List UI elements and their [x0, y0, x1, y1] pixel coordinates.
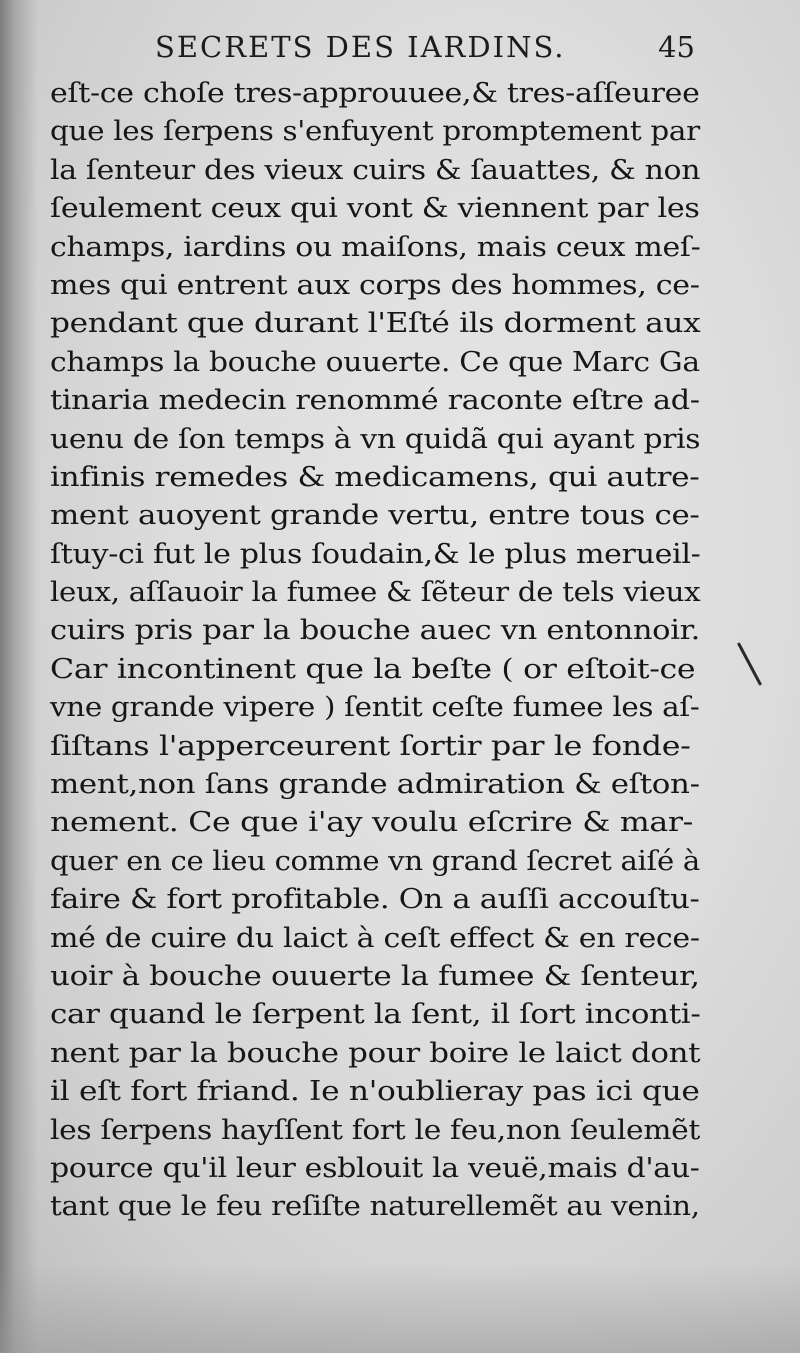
text-line: pource qu'il leur esblouit la veuë,mais d'au-: [50, 1151, 700, 1184]
text-line: quer en ce lieu comme vn grand ſecret aiſé à: [50, 844, 700, 877]
text-line: les ſerpens hayſſent fort le feu,non ſeulemẽt: [50, 1113, 700, 1146]
text-line: eſt-ce choſe tres-approuuee,& tres-aſſeuree: [50, 77, 700, 109]
body-text: [50, 74, 700, 1226]
text-line: mé de cuire du laict à ceſt effect & en rece-: [50, 921, 700, 954]
text-line: ment,non ſans grande admiration & eſton-: [50, 768, 700, 801]
running-head: SECRETS DES IARDINS.: [155, 30, 566, 64]
text-line: leux, aſſauoir la fumee & ſẽteur de tels vieux: [50, 576, 701, 609]
text-line: nement. Ce que i'ay voulu eſcrire & mar-: [50, 806, 694, 839]
text-line: champs, iardins ou maiſons, mais ceux meſ-: [50, 230, 701, 263]
page-bottom-shadow: [0, 1263, 800, 1353]
text-line: que les ſerpens s'enfuyent promptement par: [50, 115, 700, 148]
text-line: champs la bouche ouuerte. Ce que Marc Ga: [50, 345, 700, 378]
text-line: tinaria medecin renommé raconte eſtre ad-: [50, 384, 700, 417]
text-line: infinis remedes & medicamens, qui autre-: [50, 460, 700, 493]
text-line: pendant que durant l'Eſté ils dorment aux: [50, 307, 701, 340]
text-line: uoir à bouche ouuerte la fumee & ſenteur,: [50, 959, 700, 992]
text-line: ſiſtans l'apperceurent ſortir par le fonde-: [50, 729, 691, 762]
text-line: faire & fort profitable. On a auſſi accouſtu-: [50, 883, 700, 916]
text-line: ſeulement ceux qui vont & viennent par les: [50, 192, 700, 225]
page-gutter-shadow: [0, 0, 38, 1353]
text-line: vne grande vipere ) ſentit ceſte fumee les aſ-: [50, 691, 700, 724]
text-line: tant que le feu reſiſte naturellemẽt au venin,: [50, 1190, 700, 1223]
page-header: [155, 28, 695, 74]
text-line: ſtuy-ci fut le plus ſoudain,& le plus merueil-: [50, 537, 701, 570]
text-line: la ſenteur des vieux cuirs & ſauattes, & non: [50, 153, 701, 186]
text-line: uenu de ſon temps à vn quidã qui ayant pris: [50, 422, 701, 455]
page-number: 45: [658, 30, 695, 64]
text-line: il eſt fort friand. Ie n'oublieray pas ici que: [50, 1075, 700, 1108]
text-line: Car incontinent que la beſte ( or eſtoit-ce: [50, 652, 696, 685]
text-line: cuirs pris par la bouche auec vn entonnoir.: [50, 614, 700, 647]
text-line: car quand le ſerpent la ſent, il ſort inconti-: [50, 998, 701, 1031]
text-line: nent par la bouche pour boire le laict dont: [50, 1036, 701, 1069]
text-line: ment auoyent grande vertu, entre tous ce-: [50, 499, 700, 532]
text-line: mes qui entrent aux corps des hommes, ce-: [50, 268, 700, 301]
